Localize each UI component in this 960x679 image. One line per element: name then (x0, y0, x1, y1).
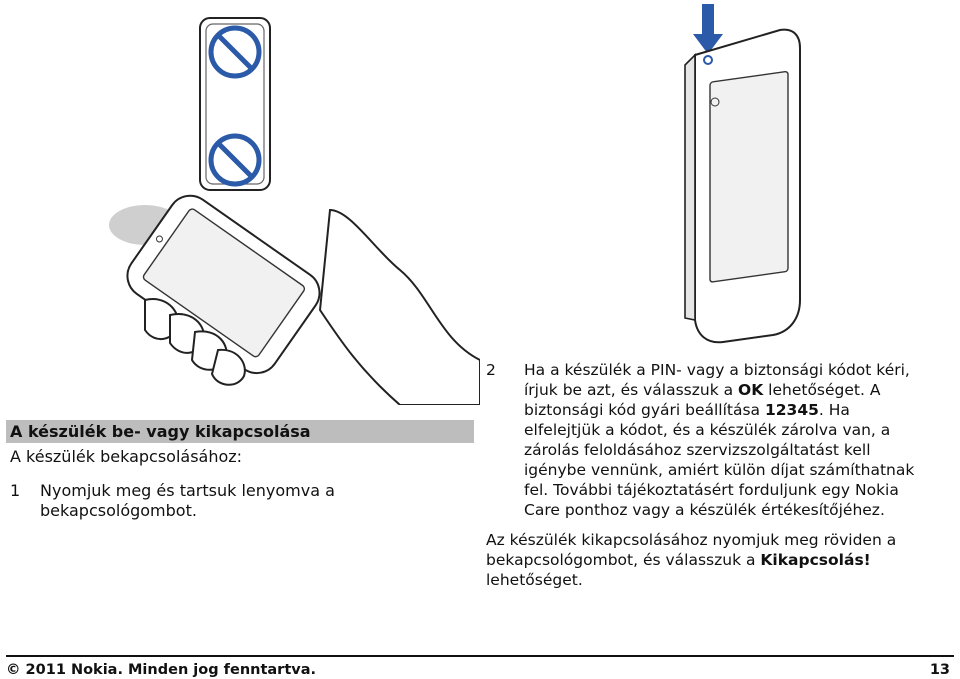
default-code: 12345 (764, 401, 819, 419)
switch-off-option: Kikapcsolás! (760, 551, 871, 569)
step-number: 2 (486, 361, 496, 379)
footer-copyright: © 2011 Nokia. Minden jog fenntartva. (6, 662, 317, 678)
closing-paragraph (486, 530, 926, 590)
step-text: Nyomjuk meg és tartsuk lenyomva a bekapcsológombot. (40, 481, 335, 520)
phone-in-hand-illustration (100, 10, 480, 405)
step-number: 1 (10, 481, 21, 500)
arrow-down-icon (693, 4, 723, 54)
footer-divider (6, 655, 954, 657)
step-text-part: lehetőséget. A biztonsági kód gyári beállítása (524, 381, 881, 419)
phone-power-key-illustration (655, 0, 960, 345)
page-number: 13 (929, 662, 950, 678)
ok-option: OK (738, 381, 764, 399)
step-text-part: . Ha elfelejtjük a kódot, és a készülék zárolva van, a zárolás feloldásához szervizszolgáltatást kell igénybe vennünk, amiért külön díjat számíthatnak fel. További tájékoztatásért forduljunk egy Nokia Care ponthoz vagy a készülék értékesítőjéhez. (524, 401, 915, 519)
step-1 (6, 481, 474, 521)
closing-text-part: Az készülék kikapcsolásához nyomjuk meg röviden a bekapcsológombot, és válasszuk a (486, 531, 897, 569)
phone-icon (685, 30, 800, 343)
closing-text-part: lehetőséget. (486, 571, 583, 589)
step-text-part: Ha a készülék a PIN- vagy a biztonsági kódot kéri, írjuk be azt, és válasszuk a (524, 361, 910, 399)
step-2 (486, 360, 926, 520)
section-heading: A készülék be- vagy kikapcsolása (6, 420, 474, 443)
section-intro: A készülék bekapcsolásához: (10, 447, 243, 466)
step-text (524, 360, 926, 520)
power-section (6, 420, 474, 521)
